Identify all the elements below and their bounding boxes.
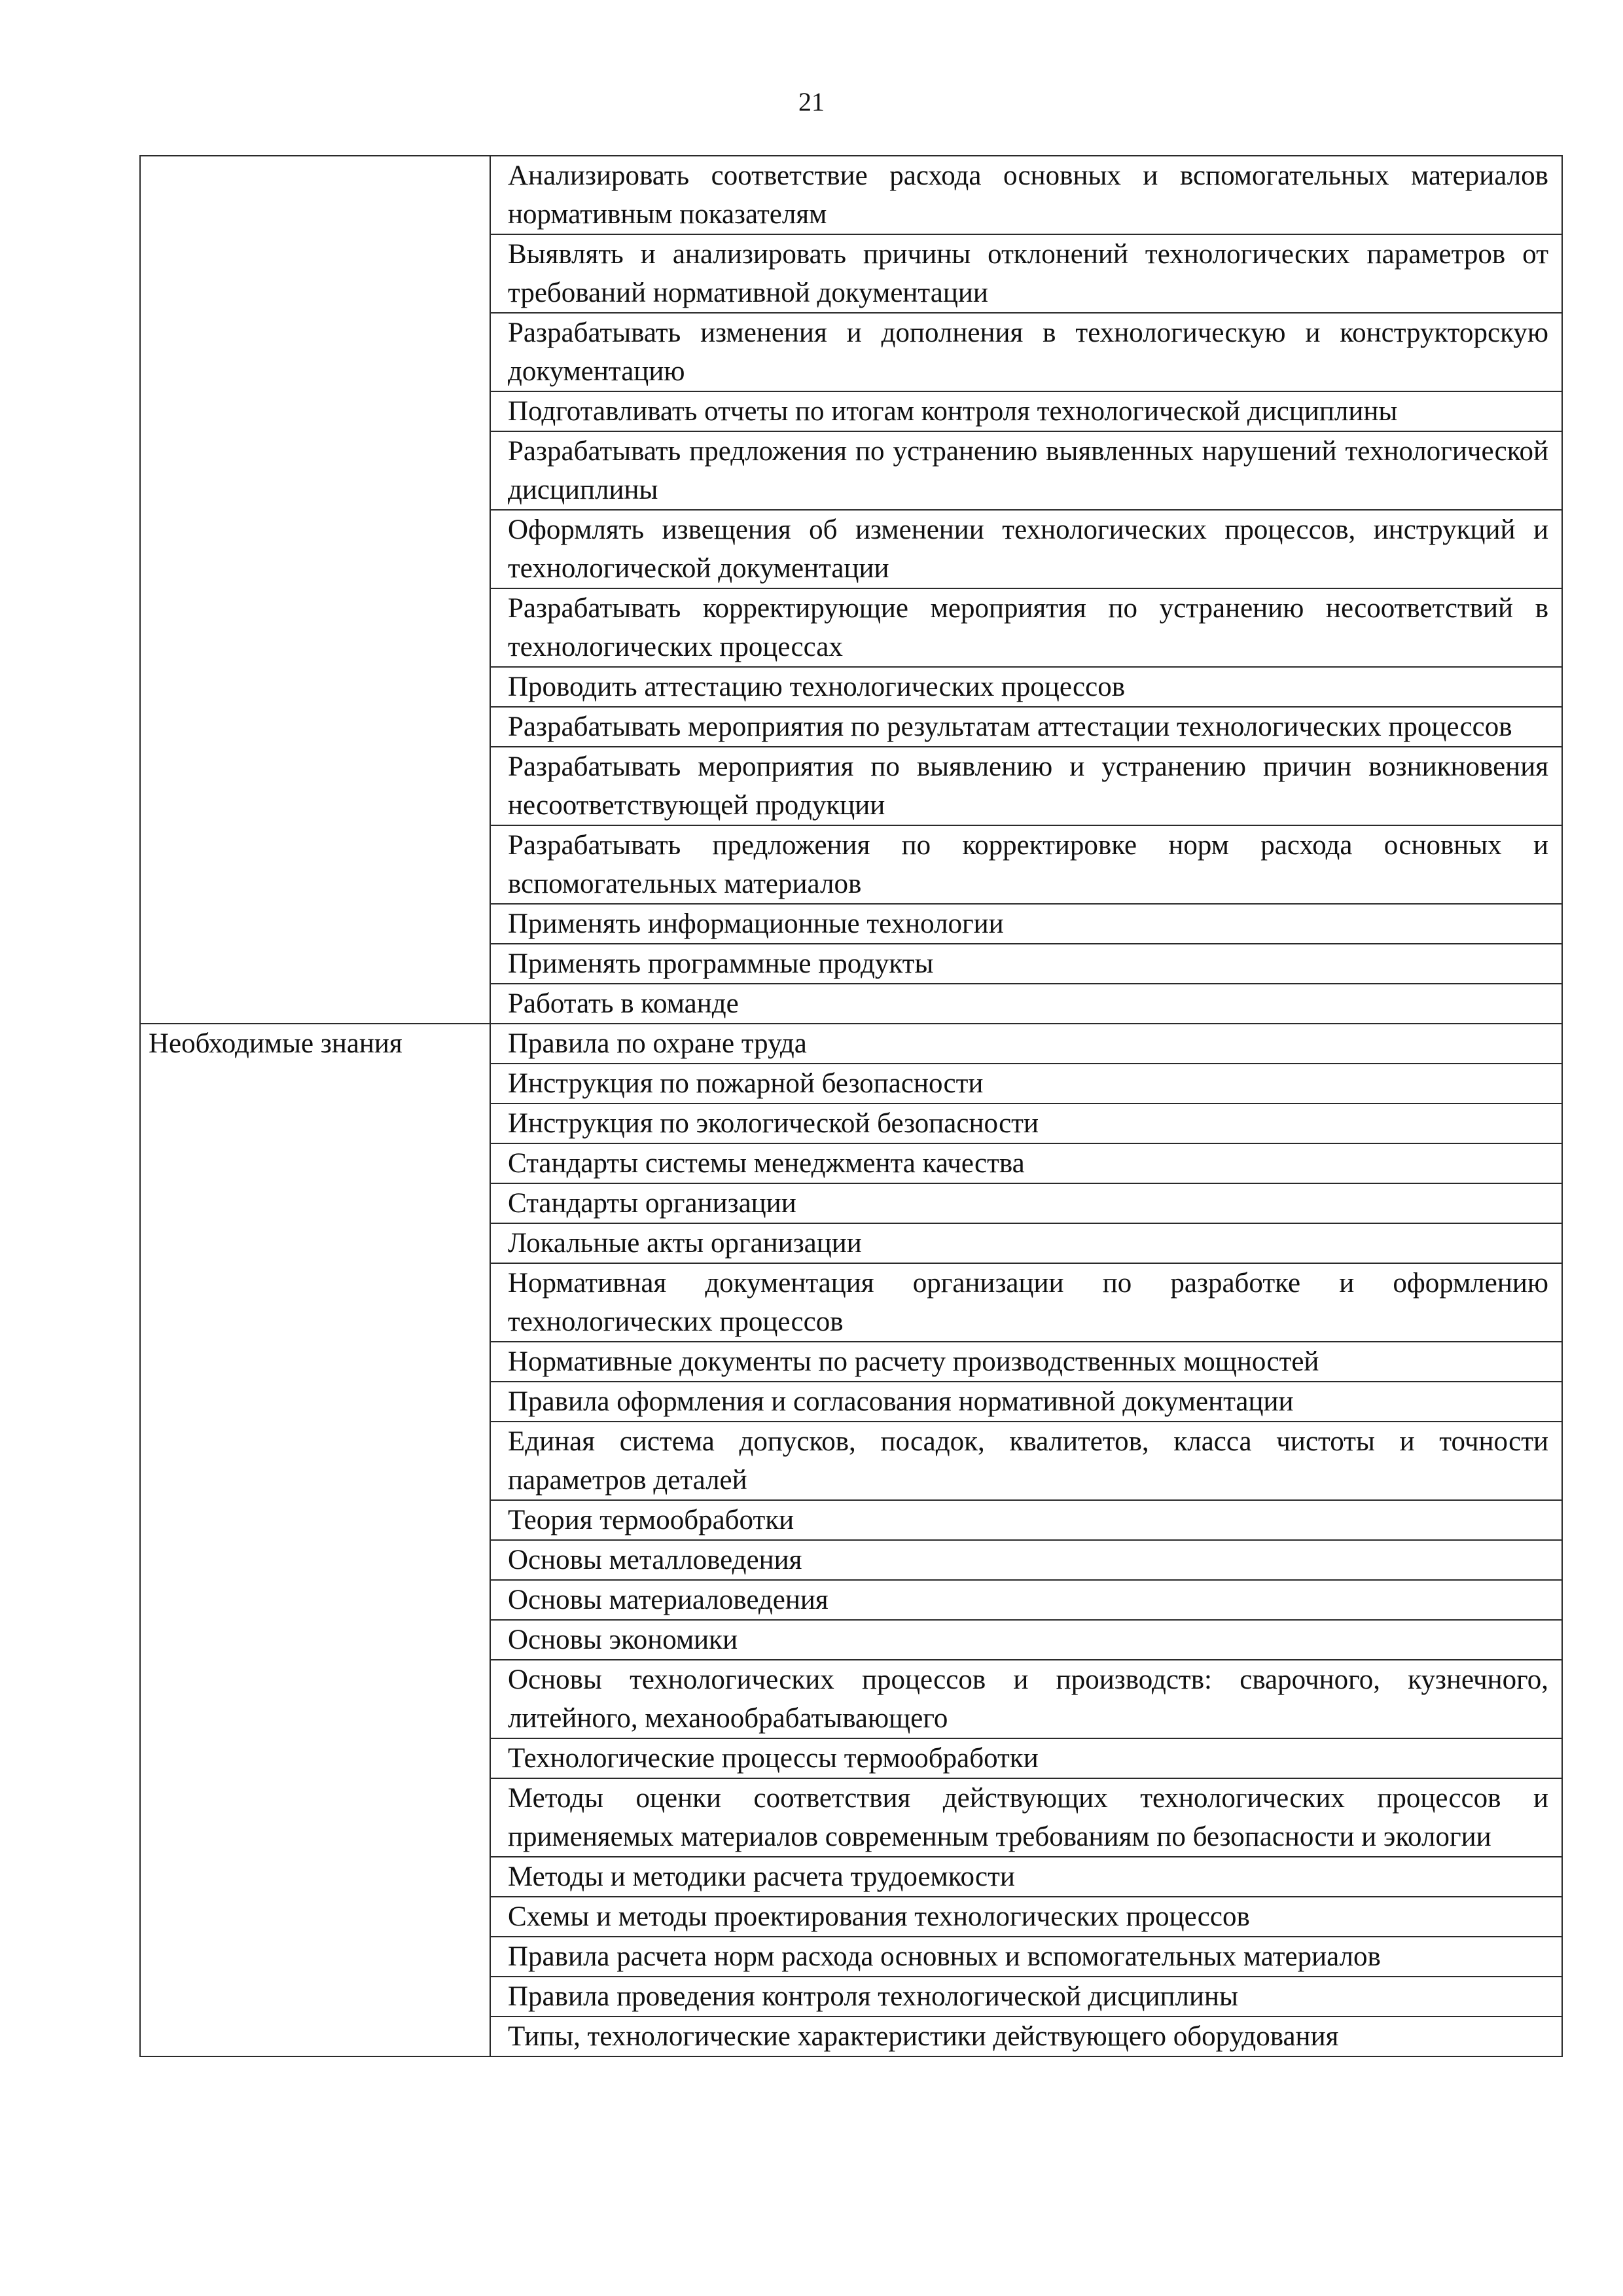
item-cell (490, 588, 1562, 667)
requirement-item: Стандарты организации (508, 1188, 796, 1219)
requirement-item: Разрабатывать корректирующие мероприятия по устранению несоответствий в технологических процессах (508, 593, 1548, 662)
section-label-cell (140, 1620, 490, 1660)
table-row (140, 1143, 1562, 1183)
table-row (140, 1342, 1562, 1382)
section-label-cell (140, 1778, 490, 1857)
item-cell (490, 1778, 1562, 1857)
requirement-item: Разрабатывать предложения по корректировке норм расхода основных и вспомогательных материалов (508, 830, 1548, 899)
requirement-item: Стандарты системы менеджмента качества (508, 1148, 1025, 1179)
table-row (140, 984, 1562, 1024)
requirement-item: Инструкция по экологической безопасности (508, 1108, 1039, 1139)
section-label-cell (140, 431, 490, 510)
item-cell (490, 510, 1562, 588)
item-cell (490, 313, 1562, 391)
requirement-item: Методы оценки соответствия действующих технологических процессов и применяемых материалов современным требованиям по безопасности и экологии (508, 1783, 1548, 1852)
requirement-item: Правила оформления и согласования нормативной документации (508, 1386, 1294, 1417)
section-label-cell (140, 234, 490, 313)
item-cell (490, 1937, 1562, 1977)
section-label-cell (140, 1897, 490, 1937)
section-label-cell (140, 2017, 490, 2056)
requirement-item: Выявлять и анализировать причины отклонений технологических параметров от требований нормативной документации (508, 239, 1548, 308)
item-cell (490, 1024, 1562, 1064)
table-row (140, 1778, 1562, 1857)
section-label-cell (140, 1580, 490, 1620)
requirement-item: Локальные акты организации (508, 1228, 862, 1259)
requirement-item: Основы материаловедения (508, 1585, 829, 1615)
requirement-item: Единая система допусков, посадок, квалитетов, класса чистоты и точности параметров деталей (508, 1426, 1548, 1496)
section-label-cell (140, 156, 490, 234)
table-row (140, 431, 1562, 510)
section-label-cell (140, 984, 490, 1024)
section-label-cell (140, 588, 490, 667)
item-cell (490, 1500, 1562, 1540)
section-label-cell (140, 1660, 490, 1738)
item-cell (490, 707, 1562, 747)
table-row (140, 156, 1562, 234)
table-row (140, 1223, 1562, 1263)
table-row (140, 1500, 1562, 1540)
section-label-cell (140, 1143, 490, 1183)
section-label-cell (140, 1937, 490, 1977)
requirement-item: Правила по охране труда (508, 1028, 807, 1059)
table-row (140, 707, 1562, 747)
section-label-cell (140, 1382, 490, 1422)
table-row (140, 588, 1562, 667)
table-row (140, 904, 1562, 944)
requirement-item: Работать в команде (508, 988, 739, 1019)
item-cell (490, 904, 1562, 944)
item-cell (490, 1342, 1562, 1382)
item-cell (490, 667, 1562, 707)
item-cell (490, 1064, 1562, 1103)
requirement-item: Разрабатывать мероприятия по выявлению и устранению причин возникновения несоответствующей продукции (508, 751, 1548, 821)
section-label-cell (140, 667, 490, 707)
section-label-cell (140, 1103, 490, 1143)
item-cell (490, 1103, 1562, 1143)
section-label-cell (140, 1500, 490, 1540)
table-row (140, 747, 1562, 825)
table-row (140, 667, 1562, 707)
requirement-item: Применять информационные технологии (508, 908, 1004, 939)
requirement-item: Основы металловедения (508, 1545, 802, 1575)
requirement-item: Подготавливать отчеты по итогам контроля технологической дисциплины (508, 396, 1398, 427)
table-row (140, 1897, 1562, 1937)
table-row (140, 1620, 1562, 1660)
table-row (140, 944, 1562, 984)
section-label-cell (140, 1263, 490, 1342)
page-number: 21 (798, 87, 825, 117)
section-label-cell (140, 707, 490, 747)
table-body (140, 156, 1562, 2056)
table-row (140, 825, 1562, 904)
table-row (140, 1540, 1562, 1580)
item-cell (490, 391, 1562, 431)
requirement-item: Основы экономики (508, 1624, 738, 1655)
section-label-cell (140, 1024, 490, 1064)
item-cell (490, 156, 1562, 234)
requirement-item: Применять программные продукты (508, 948, 934, 979)
item-cell (490, 1223, 1562, 1263)
section-label-cell (140, 391, 490, 431)
section-label-cell (140, 1977, 490, 2017)
requirement-item: Анализировать соответствие расхода основных и вспомогательных материалов нормативным показателям (508, 160, 1548, 230)
requirement-item: Теория термообработки (508, 1505, 794, 1535)
table-row (140, 1263, 1562, 1342)
section-label-cell (140, 904, 490, 944)
item-cell (490, 1263, 1562, 1342)
requirement-item: Нормативная документация организации по разработке и оформлению технологических процессов (508, 1268, 1548, 1337)
requirement-item: Методы и методики расчета трудоемкости (508, 1861, 1015, 1892)
table-row (140, 1064, 1562, 1103)
section-label-cell (140, 1540, 490, 1580)
item-cell (490, 1183, 1562, 1223)
item-cell (490, 1738, 1562, 1778)
section-label-cell (140, 313, 490, 391)
section-label-cell (140, 510, 490, 588)
item-cell (490, 1897, 1562, 1937)
requirement-item: Проводить аттестацию технологических процессов (508, 672, 1125, 702)
requirement-item: Правила проведения контроля технологической дисциплины (508, 1981, 1238, 2012)
item-cell (490, 1977, 1562, 2017)
table-row (140, 1937, 1562, 1977)
item-cell (490, 1620, 1562, 1660)
table-row (140, 1422, 1562, 1500)
item-cell (490, 1660, 1562, 1738)
item-cell (490, 747, 1562, 825)
section-label-cell (140, 944, 490, 984)
section-label-cell (140, 1064, 490, 1103)
table-row (140, 1977, 1562, 2017)
table-row (140, 1857, 1562, 1897)
table-row (140, 2017, 1562, 2056)
requirement-item: Разрабатывать мероприятия по результатам аттестации технологических процессов (508, 711, 1512, 742)
requirement-item: Типы, технологические характеристики действующего оборудования (508, 2021, 1339, 2052)
section-label: Необходимые знания (149, 1028, 402, 1059)
requirement-item: Основы технологических процессов и производств: сварочного, кузнечного, литейного, механообрабатывающего (508, 1664, 1548, 1734)
requirement-item: Разрабатывать предложения по устранению выявленных нарушений технологической дисциплины (508, 436, 1548, 505)
requirement-item: Технологические процессы термообработки (508, 1743, 1039, 1774)
table-row (140, 234, 1562, 313)
item-cell (490, 1857, 1562, 1897)
section-label-cell (140, 1422, 490, 1500)
section-label-cell (140, 1738, 490, 1778)
section-label-cell (140, 825, 490, 904)
item-cell (490, 2017, 1562, 2056)
table-row (140, 1382, 1562, 1422)
requirement-item: Оформлять извещения об изменении технологических процессов, инструкций и технологической документации (508, 514, 1548, 584)
item-cell (490, 431, 1562, 510)
table-row (140, 1103, 1562, 1143)
item-cell (490, 1382, 1562, 1422)
section-label-cell (140, 1342, 490, 1382)
requirements-table (139, 155, 1563, 2057)
table-row (140, 1738, 1562, 1778)
item-cell (490, 944, 1562, 984)
requirement-item: Инструкция по пожарной безопасности (508, 1068, 984, 1099)
requirement-item: Правила расчета норм расхода основных и вспомогательных материалов (508, 1941, 1381, 1972)
item-cell (490, 1422, 1562, 1500)
section-label-cell (140, 1223, 490, 1263)
table-row (140, 1580, 1562, 1620)
section-label-cell (140, 747, 490, 825)
requirement-item: Нормативные документы по расчету производственных мощностей (508, 1346, 1319, 1377)
item-cell (490, 1580, 1562, 1620)
item-cell (490, 984, 1562, 1024)
requirement-item: Разрабатывать изменения и дополнения в технологическую и конструкторскую документацию (508, 317, 1548, 387)
item-cell (490, 1143, 1562, 1183)
table-row (140, 391, 1562, 431)
item-cell (490, 234, 1562, 313)
section-label-cell (140, 1183, 490, 1223)
section-label-cell (140, 1857, 490, 1897)
table-row (140, 313, 1562, 391)
item-cell (490, 825, 1562, 904)
table-row (140, 1660, 1562, 1738)
table-row (140, 1024, 1562, 1064)
table-row (140, 510, 1562, 588)
item-cell (490, 1540, 1562, 1580)
requirement-item: Схемы и методы проектирования технологических процессов (508, 1901, 1250, 1932)
table-row (140, 1183, 1562, 1223)
